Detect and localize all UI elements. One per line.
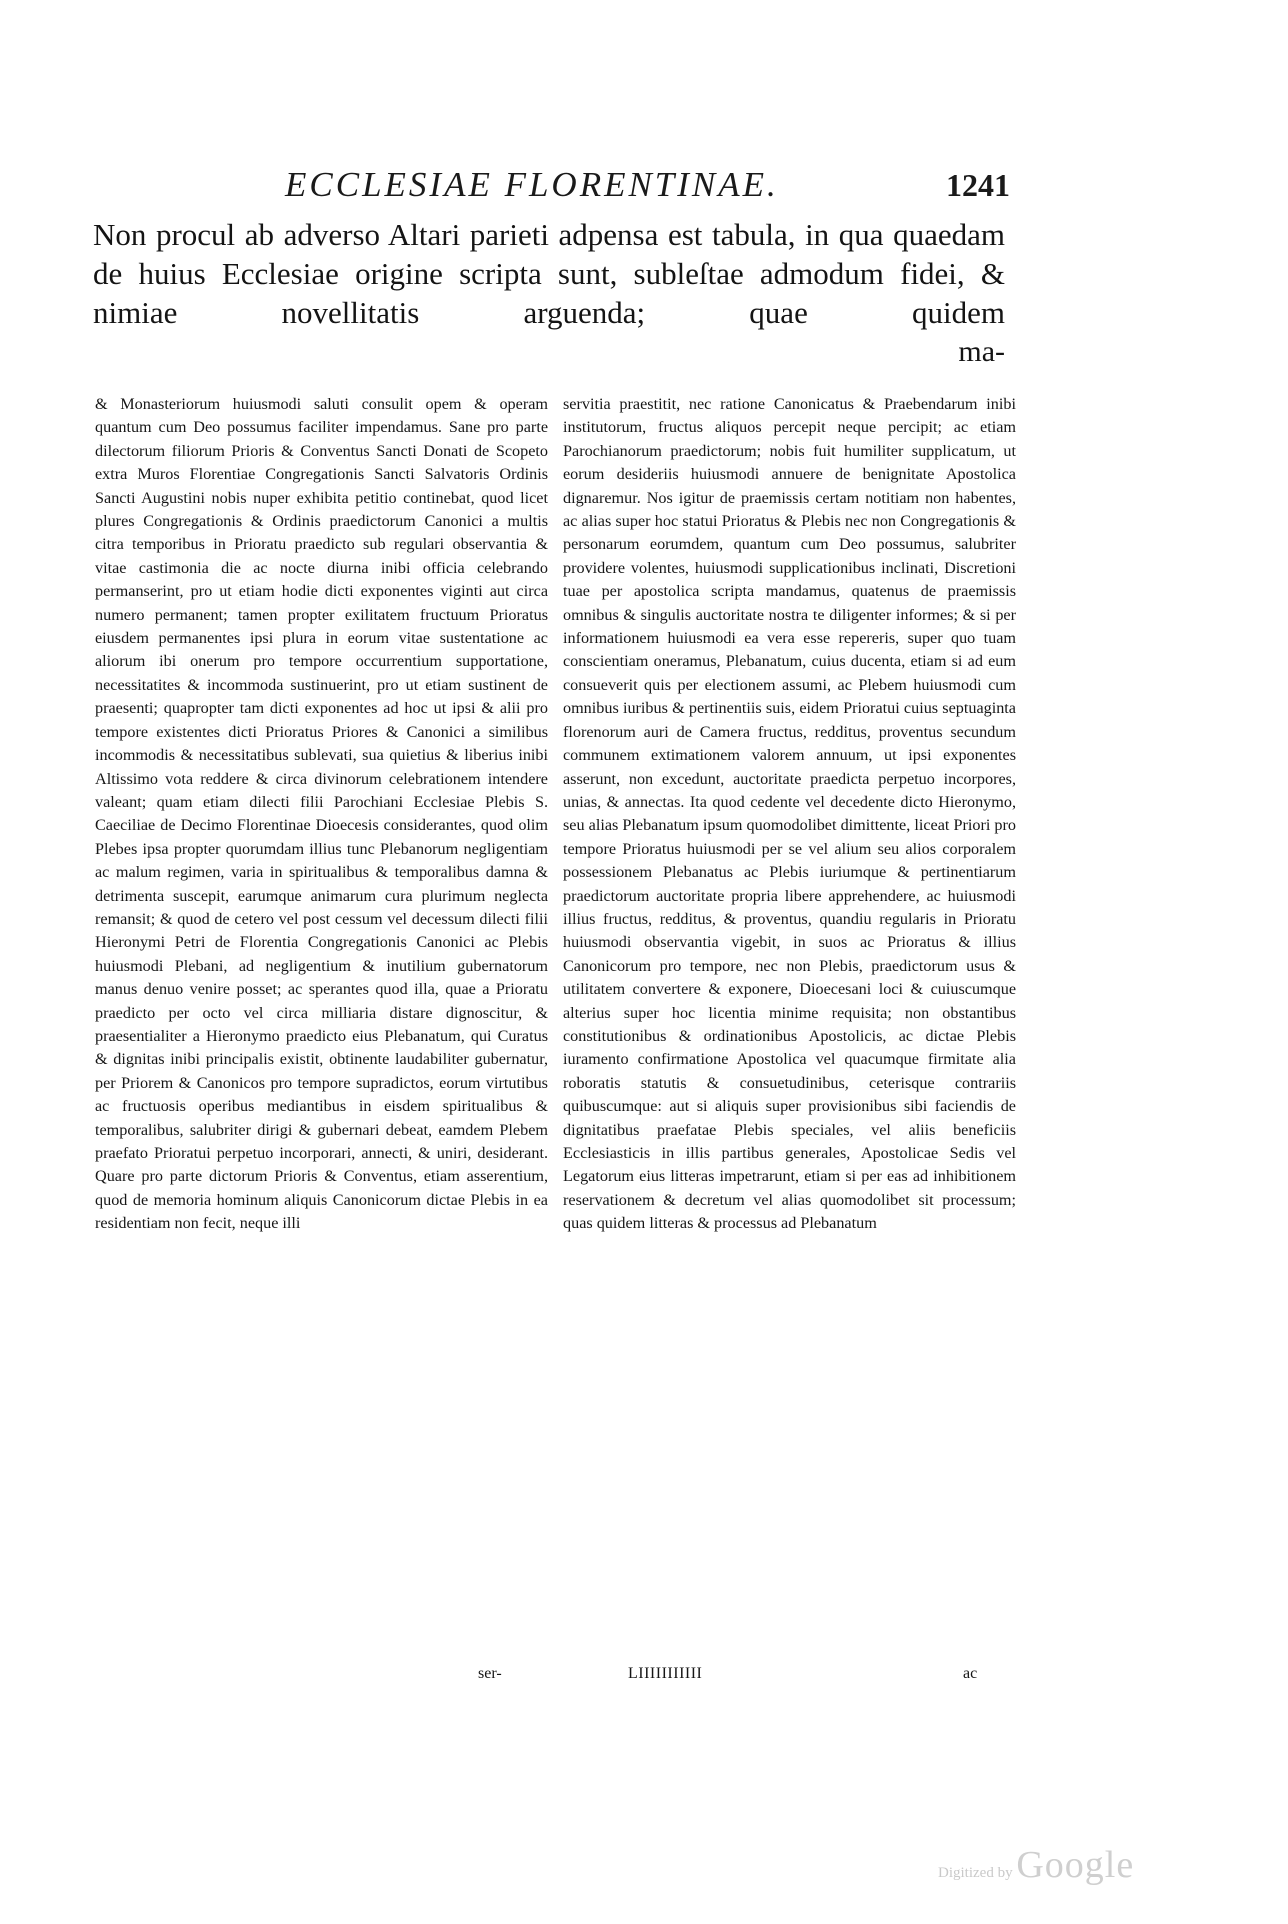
page-header: [265, 162, 1010, 212]
watermark-prefix: Digitized by: [938, 1865, 1013, 1881]
right-column-text: servitia praestitit, nec ratione Canonicatus & Praebendarum inibi institutorum, fructus aliquos percepit neque percipit; ac etiam Parochianorum praedictorum; nobis fuit humiliter supplicatum, ut eorum desideriis huiusmodi annuere de benignitate Apostolica dignaremur. Nos igitur de praemissis certam notitiam non habentes, ac alias super hoc statui Prioratus & Plebis nec non Congregationis & personarum eorumdem, quantum cum Deo possumus, salubriter providere volentes, huiusmodi supplicationibus inclinati, Discretioni tuae per apostolica scripta mandamus, quatenus de praemissis omnibus & singulis auctoritate nostra te diligenter informes; & si per informationem huiusmodi ea vera esse repereris, super quo tuam conscientiam oneramus, Plebanatum, cuius ducenta, etiam si ad eum consueverit quis per electionem assumi, ac Plebem huiusmodi cum omnibus iuribus & pertinentiis suis, eidem Prioratui cuius septuaginta florenorum auri de Camera fructus, redditus, proventus secundum communem extimationem valorem annuum, ut ipsi exponentes asserunt, non excedunt, auctoritate praedicta perpetuo incorpores, unias, & annectas. Ita quod cedente vel decedente dicto Hieronymo, seu alias Plebanatum ipsum quomodolibet dimittente, liceat Priori pro tempore Prioratus huiusmodi per se vel alium seu alios corporalem possessionem Plebanatus ac Plebis iuriumque & pertinentiarum praedictorum auctoritate propria libere apprehendere, ac huiusmodi illius fructus, redditus, & proventus, quandiu regularis in Prioratu huiusmodi observantia vigebit, in suos ac Prioratus & illius Canonicorum pro tempore, nec non Plebis, praedictorum usus & utilitatem convertere & exponere, Dioecesani loci & cuiuscumque alterius super hoc licentia minime requisita; non obstantibus constitutionibus & ordinationibus Apostolicis, ac dictae Plebis iuramento confirmatione Apostolica vel quacumque firmitate alia roboratis statutis & consuetudinibus, ceterisque contrariis quibuscumque: aut si aliquis super provisionibus sibi faciendis de dignitatibus praefatae Plebis speciales, vel aliis beneficiis Ecclesiasticis in illis partibus generales, Apostolicae Sedis vel Legatorum eius litteras impetrarunt, etiam si per eas ad inhibitionem reservationem & decretum vel alias quomodolibet sit processum; quas quidem litteras & processus ad Plebanatum: [563, 395, 1016, 1233]
intro-paragraph: [93, 215, 1005, 368]
right-catchword: ac: [963, 1665, 978, 1682]
left-column-text: & Monasteriorum huiusmodi saluti consulit opem & operam quantum cum Deo possumus faciliter impendamus. Sane pro parte dilectorum filiorum Prioris & Conventus Sancti Donati de Scopeto extra Muros Florentiae Congregationis Sancti Salvatoris Ordinis Sancti Augustini nobis nuper exhibita petitio continebat, quod licet plures Congregationis & Ordinis praedictorum Canonici a multis citra temporibus in Prioratu praedicto sub regulari observantia & vitae castimonia die ac nocte diurna inibi officia celebrando permanserint, pro ut etiam hodie dicti exponentes viginti aut circa numero permanent; tamen propter exilitatem fructuum Prioratus eiusdem permanentes ipsi plura in eorum vitae sustentatione ac aliorum ibi onerum pro tempore occurrentium supportatione, necessitatites & incommoda sustinuerint, pro ut etiam sustinent de praesenti; quapropter tam dicti exponentes ad hoc ut ipsi & alii pro tempore existentes dicti Prioratus Priores & Canonici a similibus incommodis & necessitatibus sublevati, sua quietius & liberius inibi Altissimo vota reddere & circa divinorum celebrationem intendere valeant; quam etiam dilecti filii Parochiani Ecclesiae Plebis S. Caeciliae de Decimo Florentinae Dioecesis considerantes, quod olim Plebes ipsa propter quorumdam illius tunc Plebanorum negligentiam ac malum regimen, varia in spiritualibus & temporalibus damna & detrimenta suscepit, earumque animarum cura plurimum neglecta remansit; & quod de cetero vel post cessum vel decessum dilecti filii Hieronymi Petri de Florentia Congregationis Canonici ac Plebis huiusmodi Plebani, ad negligentium & inutilium gubernatorum manus denuo venire posset; ac sperantes quod illa, quae a Prioratu praedicto per octo vel circa milliaria distare dignoscitur, & praesentialiter a Hieronymo praedicto eius Plebanatum, qui Curatus & dignitas inibi principalis existit, obtinente laudabiliter gubernatur, per Priorem & Canonicos pro tempore supradictos, eorum virtutibus ac fructuosis operibus mediantibus in eisdem spiritualibus & temporalibus, salubriter dirigi & gubernari debeat, eamdem Plebem praefato Prioratui perpetuo incorporari, annecti, & uniri, desiderant. Quare pro parte dictorum Prioris & Conventus, etiam asserentium, quod de memoria hominum aliquis Canonicorum dictae Plebis in ea residentiam non fecit, neque illi: [95, 395, 548, 1233]
digitization-watermark: [938, 1843, 1134, 1887]
watermark-brand: Google: [1016, 1844, 1135, 1886]
signature-mark: LIIIIIIIIIII: [628, 1665, 703, 1682]
left-catchword: ser-: [478, 1665, 502, 1682]
intro-catchword: ma-: [958, 335, 1005, 368]
running-title: ECCLESIAE FLORENTINAE.: [285, 165, 779, 204]
page-number: 1241: [946, 167, 1010, 203]
intro-text: Non procul ab adverso Altari parieti adpensa est tabula, in qua quaedam de huius Ecclesiae origine scripta sunt, subleſtae admodum fidei, & nimiae novellitatis arguenda; quae quidem: [93, 217, 1005, 330]
